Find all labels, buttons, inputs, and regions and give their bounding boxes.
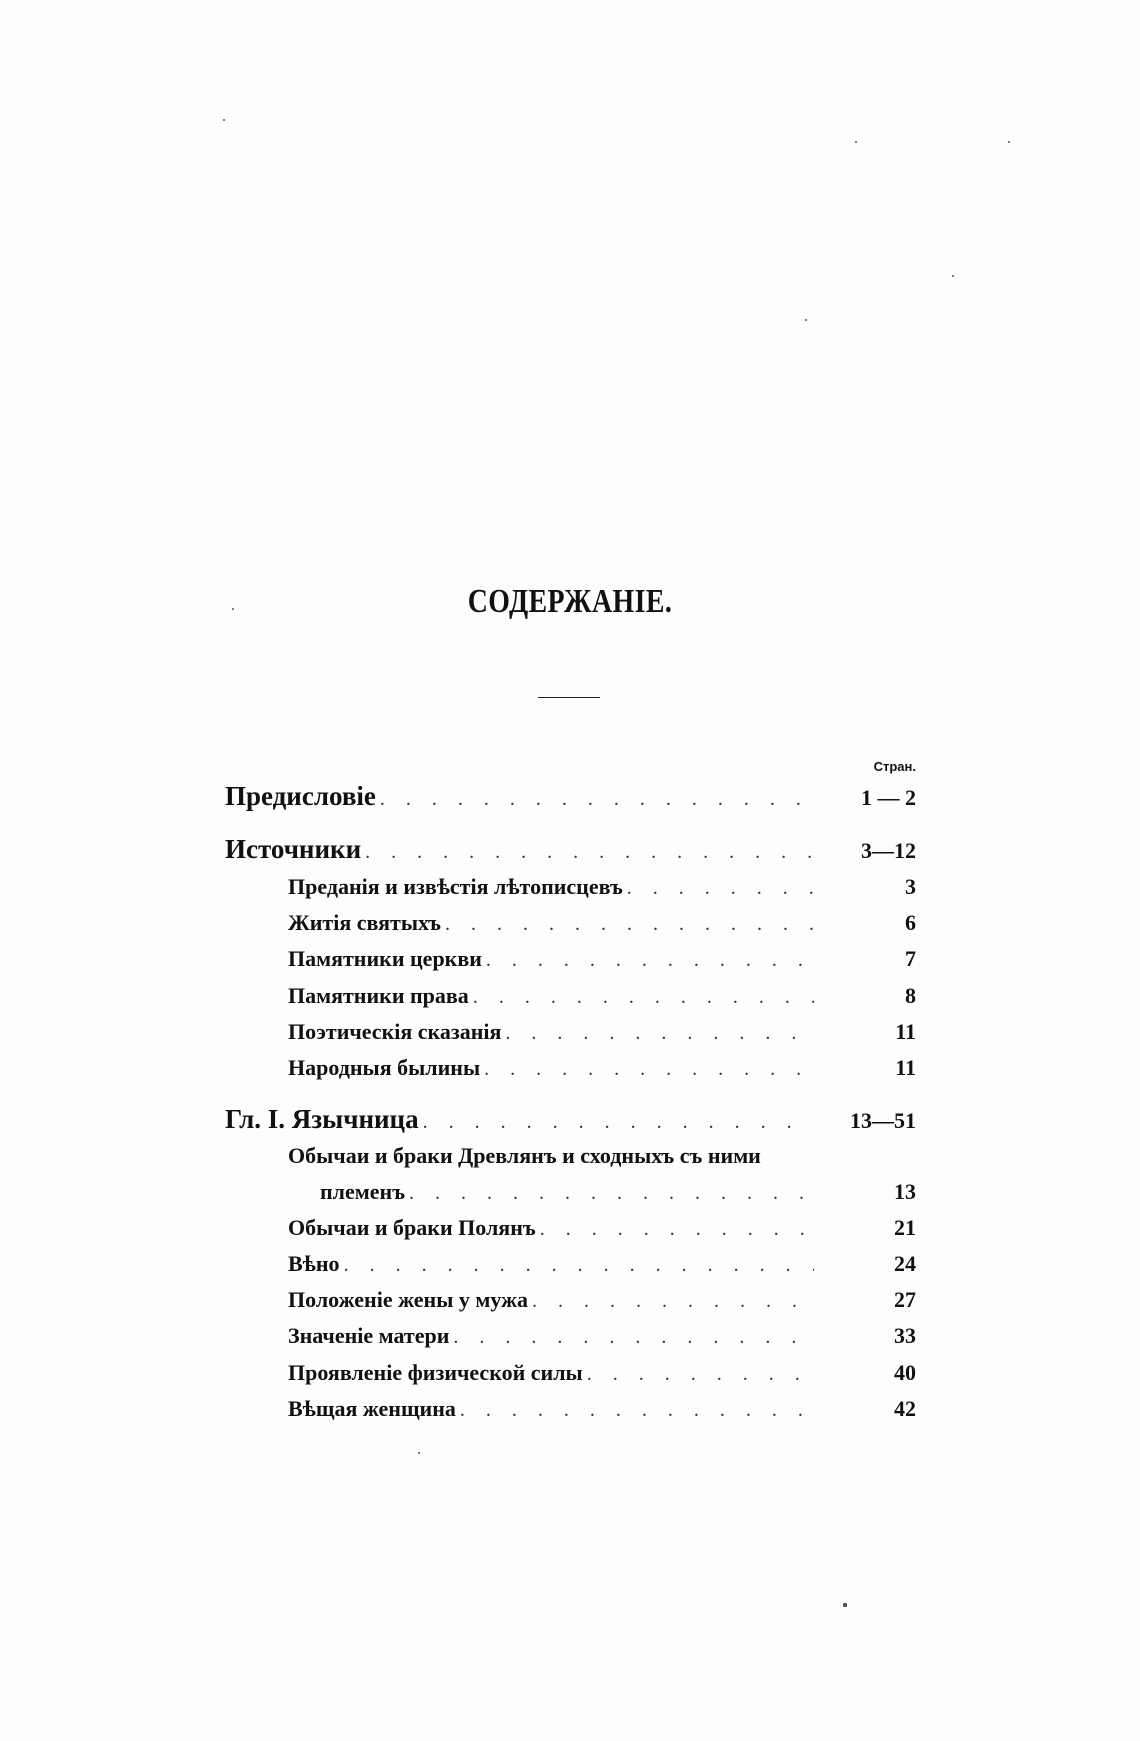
scan-speck — [855, 141, 857, 143]
toc-entry-label-cont: племенъ — [320, 1179, 406, 1204]
toc-entry-pages: 8 — [905, 983, 916, 1008]
leader-dots — [473, 986, 814, 1009]
title-divider — [538, 697, 600, 698]
toc-entry-drevlyane-customs-cont — [320, 1179, 916, 1215]
scan-speck — [1008, 141, 1010, 143]
leader-dots — [587, 1363, 814, 1386]
toc-entry-poetic-tales — [288, 1019, 916, 1055]
scan-speck — [223, 119, 225, 121]
toc-entry-label: Памятники церкви — [288, 946, 482, 971]
toc-entry-label: Поэтическія сказанія — [288, 1019, 502, 1044]
toc-entry-pages: 33 — [894, 1323, 916, 1348]
leader-dots — [540, 1218, 814, 1241]
scan-speck — [952, 275, 954, 277]
toc-entry-pages: 42 — [894, 1396, 916, 1421]
toc-entry-label: Обычаи и браки Полянъ — [288, 1215, 536, 1240]
toc-entry-drevlyane-customs — [288, 1143, 916, 1179]
toc-entry-lives-of-saints — [288, 910, 916, 946]
toc-entry-pages: 13 — [894, 1179, 916, 1204]
toc-entry-pages: 27 — [894, 1287, 916, 1312]
leader-dots — [453, 1326, 814, 1349]
toc-entry-pages: 13—51 — [850, 1108, 916, 1133]
leader-dots — [484, 1058, 814, 1081]
toc-entry-pages: 40 — [894, 1360, 916, 1385]
toc-entry-wife-position — [288, 1287, 916, 1323]
toc-entry-label: Предисловіе — [225, 781, 376, 811]
toc-entry-label: Гл. I. Язычница — [225, 1104, 419, 1134]
toc-entry-label: Вѣщая женщина — [288, 1396, 456, 1421]
leader-dots — [365, 841, 814, 864]
toc-entry-label: Проявленіе физической силы — [288, 1360, 583, 1385]
leader-dots — [627, 877, 814, 900]
toc-entry-pages: 21 — [894, 1215, 916, 1240]
toc-entry-physical-strength — [288, 1360, 916, 1396]
leader-dots — [445, 913, 814, 936]
toc-entry-folk-bylinas — [288, 1055, 916, 1091]
toc-entry-pages: 24 — [894, 1251, 916, 1276]
leader-dots — [423, 1111, 814, 1134]
toc-entry-pages: 11 — [895, 1019, 916, 1044]
scan-speck — [805, 319, 807, 321]
toc-entry-label: Народныя былины — [288, 1055, 481, 1080]
toc-entry-label: Преданія и извѣстія лѣтописцевъ — [288, 874, 623, 899]
toc-entry-mother-role — [288, 1323, 916, 1359]
leader-dots — [380, 788, 814, 811]
leader-dots — [409, 1182, 814, 1205]
toc-entry-sources — [225, 834, 916, 870]
toc-entry-label: Источники — [225, 834, 362, 864]
leader-dots — [460, 1399, 814, 1422]
toc-entry-wise-woman — [288, 1396, 916, 1432]
toc-entry-label: Положеніе жены у мужа — [288, 1287, 529, 1312]
scan-speck — [843, 1603, 847, 1607]
toc-entry-pages: 3—12 — [861, 838, 916, 863]
toc-entry-pages: 1 — 2 — [861, 785, 916, 810]
leader-dots — [505, 1022, 814, 1045]
page-title: СОДЕРЖАНІЕ. — [467, 583, 673, 620]
scan-speck — [232, 608, 234, 610]
toc-entry-polyane-customs — [288, 1215, 916, 1251]
toc-entry-preface — [225, 781, 916, 817]
leader-dots — [344, 1254, 814, 1277]
toc-entry-church-monuments — [288, 946, 916, 982]
toc-entry-label: Житія святыхъ — [288, 910, 441, 935]
page-column-header: Стран. — [873, 759, 916, 774]
scan-speck — [418, 1452, 420, 1454]
toc-entry-pages: 3 — [905, 874, 916, 899]
toc-entry-law-monuments — [288, 983, 916, 1019]
toc-entry-chronicles — [288, 874, 916, 910]
toc-entry-label: Значеніе матери — [288, 1323, 450, 1348]
toc-entry-pages: 6 — [905, 910, 916, 935]
toc-entry-pages: 11 — [895, 1055, 916, 1080]
toc-entry-chapter-1 — [225, 1104, 916, 1140]
toc-entry-label: Обычаи и браки Древлянъ и сходныхъ съ ними — [288, 1143, 761, 1168]
toc-entry-veno — [288, 1251, 916, 1287]
toc-entry-label: Памятники права — [288, 983, 469, 1008]
toc-entry-label: Вѣно — [288, 1251, 340, 1276]
toc-entry-pages: 7 — [905, 946, 916, 971]
leader-dots — [486, 949, 814, 972]
leader-dots — [532, 1290, 814, 1313]
